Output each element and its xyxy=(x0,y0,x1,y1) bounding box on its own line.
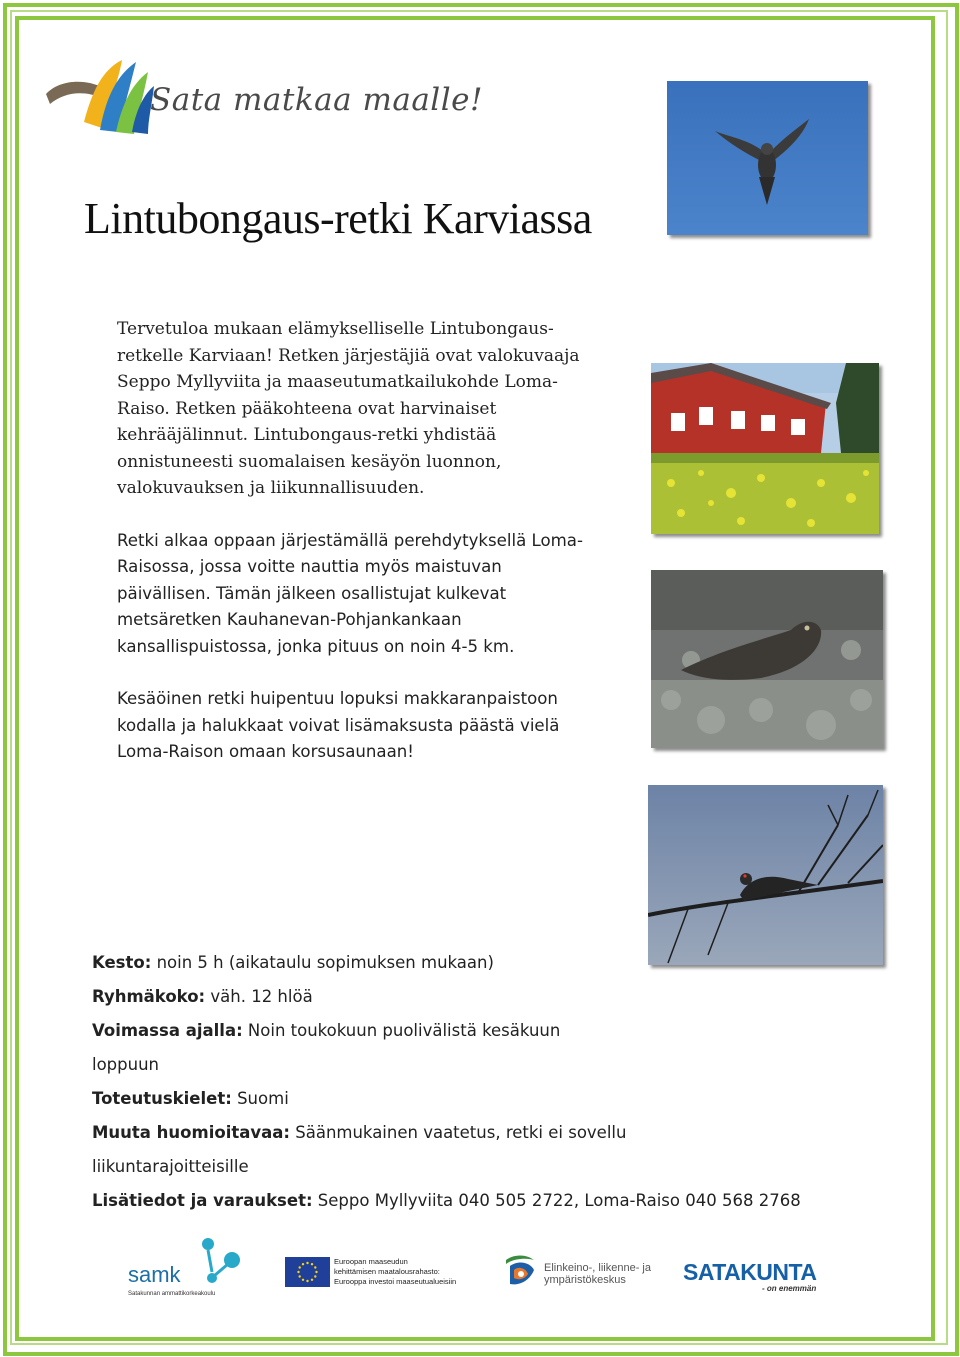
logo-text: Sata matkaa maalle! xyxy=(150,82,483,118)
eu-fund-line-1: Euroopan maaseudun xyxy=(334,1257,408,1266)
flying-bird-photo xyxy=(667,81,868,235)
voimassa-row-continued xyxy=(92,1048,822,1082)
lisatiedot-value: Seppo Myllyviita 040 505 2722, Loma-Raiso 040 568 2768 xyxy=(312,1191,801,1210)
muuta-value: Säänmukainen vaatetus, retki ei sovellu xyxy=(290,1123,627,1142)
eu-flag-icon xyxy=(285,1257,330,1287)
intro-paragraph-3: Kesäöinen retki huipentuu lopuksi makkaranpaistoon kodalla ja halukkaat voivat lisämaksusta päästä vielä Loma-Raison omaan korsusaunaan! xyxy=(117,689,560,761)
kesto-row xyxy=(92,946,822,980)
voimassa-value: Noin toukokuun puolivälistä kesäkuun xyxy=(242,1021,561,1040)
eu-fund-line-3: Eurooppa investoi maaseutualueisiin xyxy=(334,1277,457,1286)
muuta-value-2: liikuntarajoitteisille xyxy=(92,1157,249,1176)
muuta-row xyxy=(92,1116,822,1150)
voimassa-value-2: loppuun xyxy=(92,1055,159,1074)
eu-fund-line-2: kehittämisen maatalousrahasto: xyxy=(334,1267,440,1276)
page-title: Lintubongaus-retki Karviassa xyxy=(84,194,592,243)
ely-line-1: Elinkeino-, liikenne- ja xyxy=(544,1262,651,1274)
kesto-value: noin 5 h (aikataulu sopimuksen mukaan) xyxy=(151,953,494,972)
eu-fund-text xyxy=(334,1257,456,1287)
ely-line-2: ympäristökeskus xyxy=(544,1274,626,1286)
intro-paragraph-2: Retki alkaa oppaan järjestämällä perehdytyksellä Loma-Raisossa, jossa voitte nauttia myös maistuvan päivällisen. Tämän jälkeen osallistujat kulkevat metsäretken Kauhanevan-Pohjankankaan kansallispuistossa, jonka pituus on noin 4-5 km. xyxy=(117,530,583,656)
details-section xyxy=(92,946,822,1218)
kielet-row xyxy=(92,1082,822,1116)
satakunta-slogan: - on enemmän xyxy=(762,1284,817,1293)
muuta-label: Muuta huomioitavaa: xyxy=(92,1123,290,1142)
muuta-row-continued xyxy=(92,1150,822,1184)
voimassa-label: Voimassa ajalla: xyxy=(92,1021,243,1040)
kesto-label: Kesto: xyxy=(92,953,152,972)
nightjar-ground-photo xyxy=(651,570,883,748)
intro-text xyxy=(117,316,587,792)
satakunta-logo-text: SATAKUNTA xyxy=(683,1259,817,1285)
voimassa-row xyxy=(92,1014,822,1048)
red-house-meadow-photo xyxy=(651,363,879,534)
ely-text xyxy=(544,1262,651,1286)
samk-logo-text: samk xyxy=(128,1262,181,1287)
lisatiedot-row xyxy=(92,1184,822,1218)
kielet-value: Suomi xyxy=(231,1089,289,1108)
ryhmakoko-row xyxy=(92,980,822,1014)
ely-logo-icon xyxy=(500,1250,540,1290)
ryhmakoko-value: väh. 12 hlöä xyxy=(205,987,313,1006)
samk-logo-subtext: Satakunnan ammattikorkeakoulu xyxy=(128,1291,216,1297)
kielet-label: Toteutuskielet: xyxy=(92,1089,232,1108)
ryhmakoko-label: Ryhmäkoko: xyxy=(92,987,206,1006)
nightjar-branch-photo xyxy=(648,785,883,965)
intro-paragraph-1: Tervetuloa mukaan elämykselliselle Lintubongaus-retkelle Karviaan! Retken järjestäjiä ovat valokuvaaja Seppo Myllyviita ja maaseutumatkailukohde Loma-Raiso. Retken pääkohteena ovat harvinaiset kehrääjälinnut. Lintubongaus-retki yhdistää onnistuneesti suomalaisen kesäyön luonnon, valokuvauksen ja liikunnallisuuden. xyxy=(117,319,580,498)
lisatiedot-label: Lisätiedot ja varaukset: xyxy=(92,1191,313,1210)
